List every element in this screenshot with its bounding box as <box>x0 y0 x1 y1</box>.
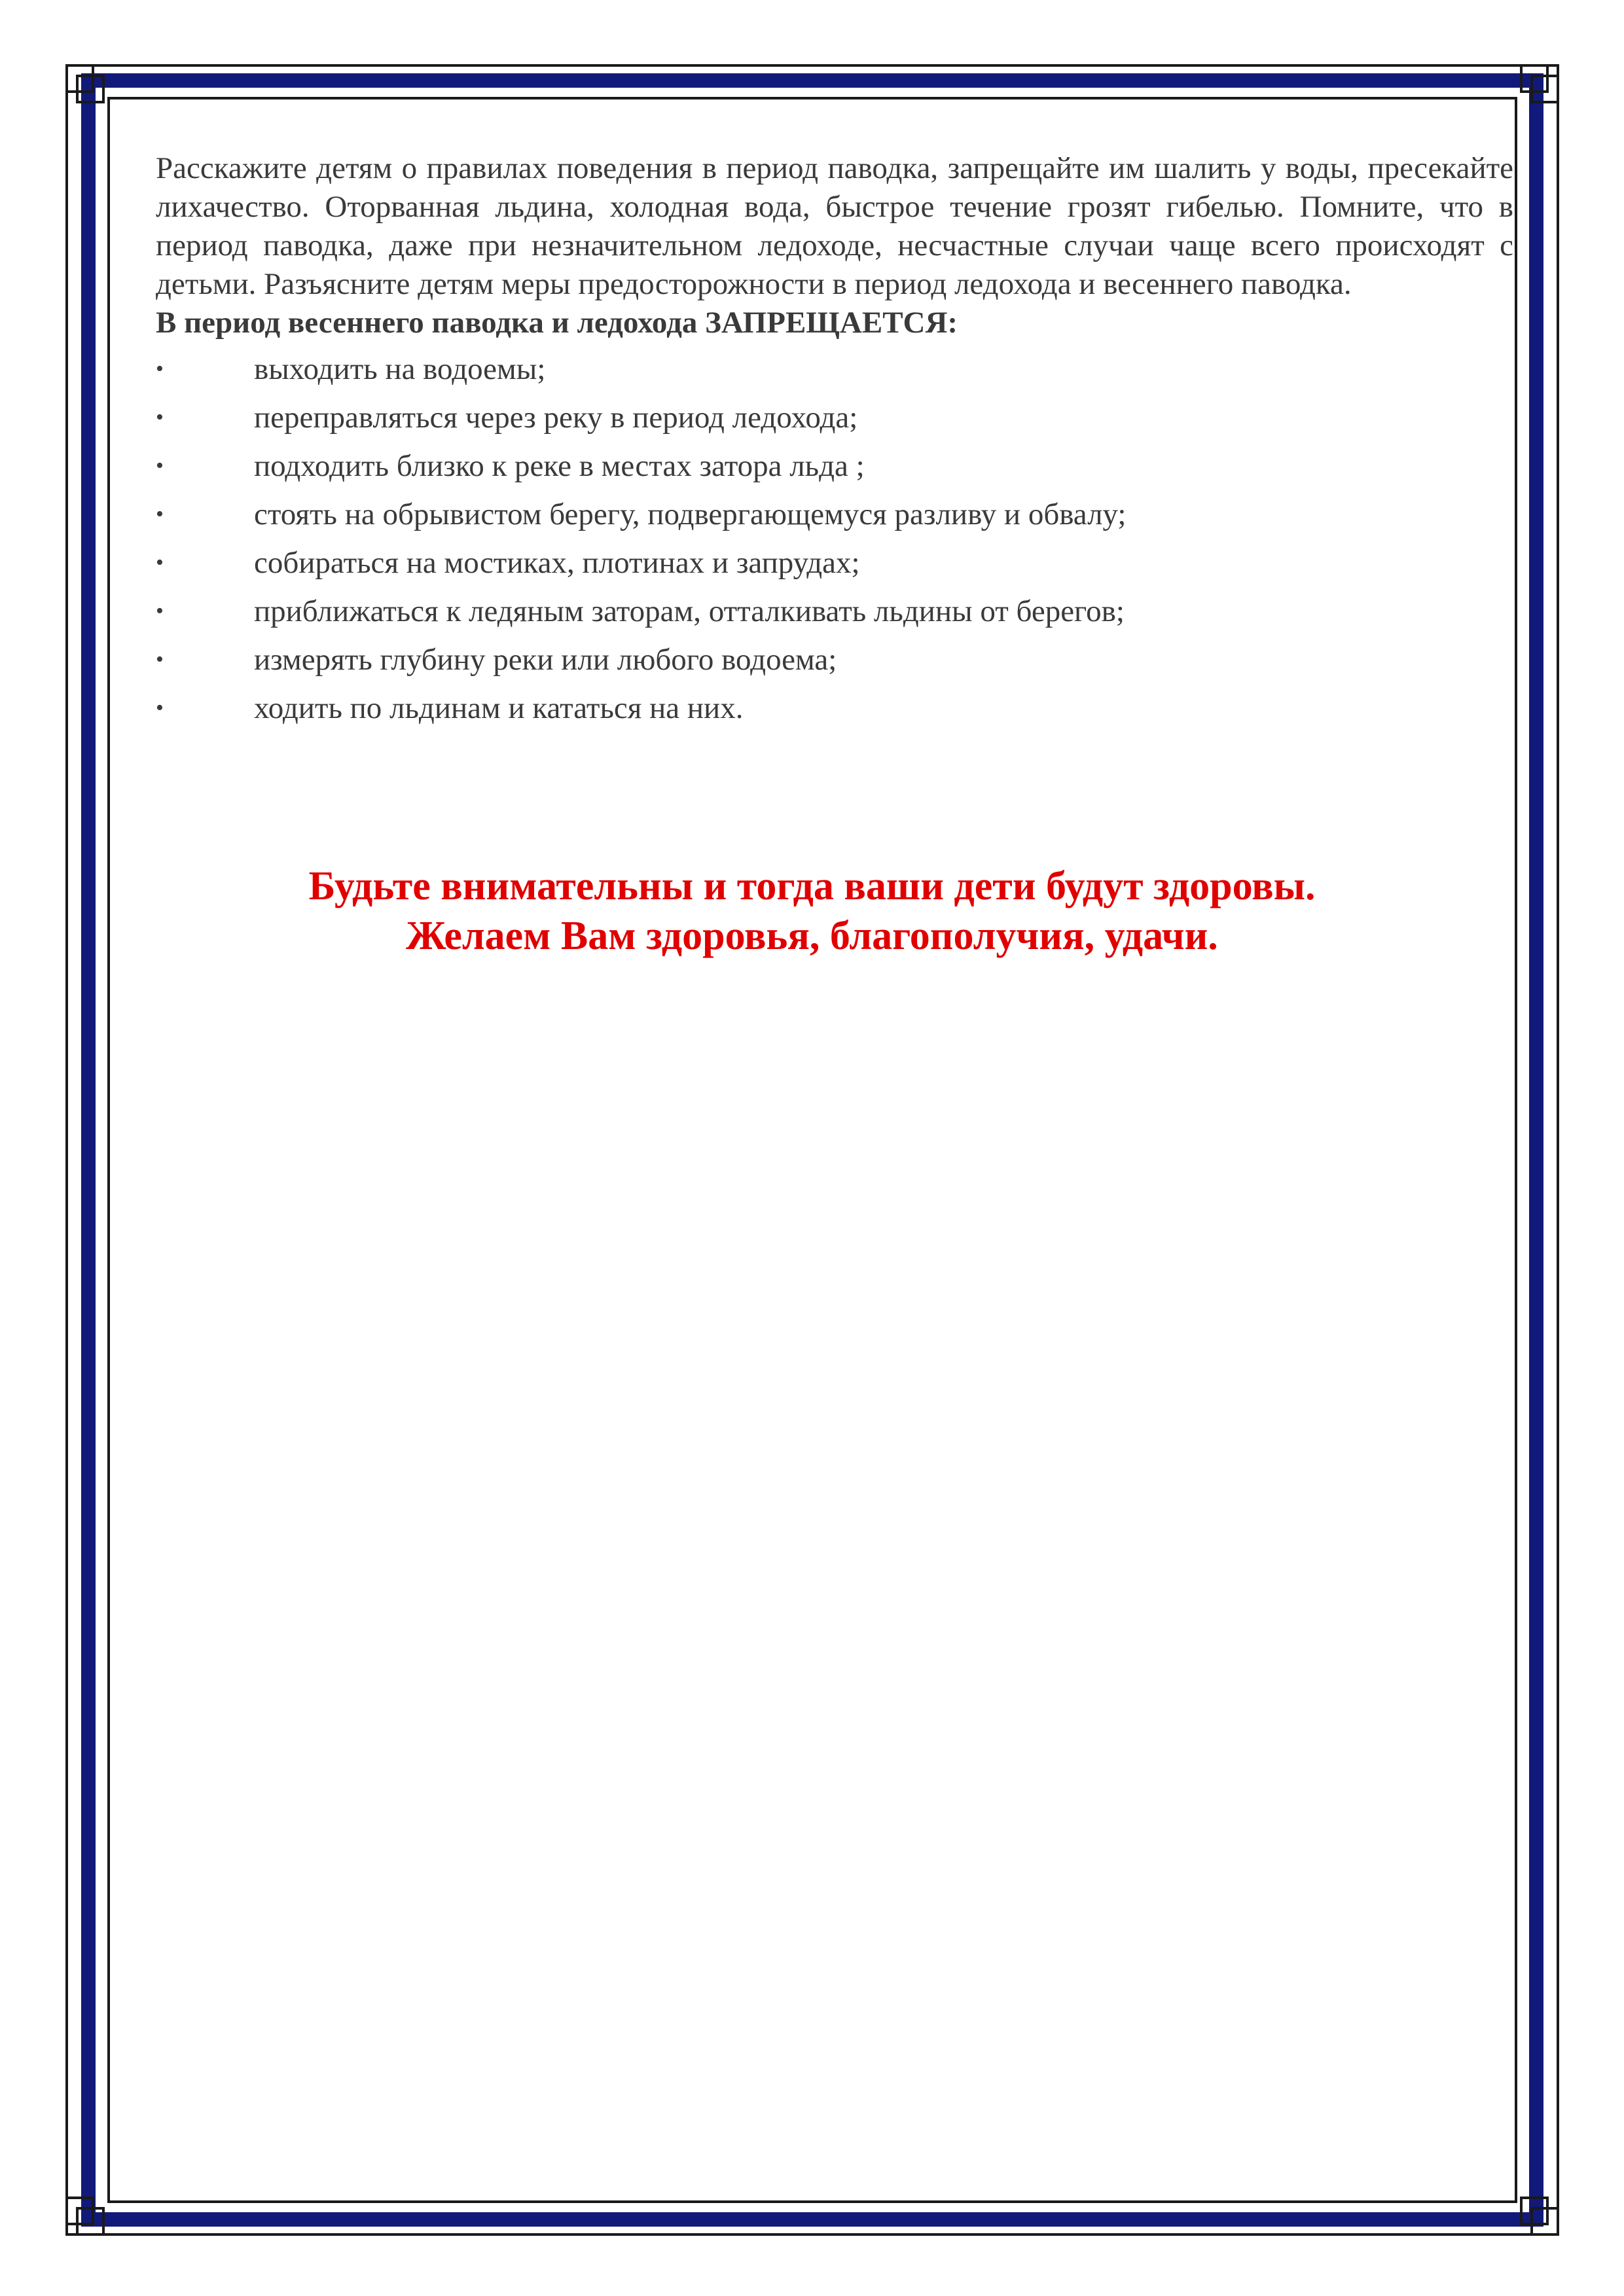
list-item <box>156 442 1513 490</box>
document-body <box>156 149 1513 732</box>
list-item-text: приближаться к ледяным заторам, отталкивать льдины от берегов; <box>254 594 1125 628</box>
frame-corner-ornament-bottom-left <box>65 2197 105 2236</box>
list-item <box>156 345 1513 393</box>
bullet-icon: • <box>156 357 164 381</box>
list-item <box>156 636 1513 684</box>
list-item-text: стоять на обрывистом берегу, подвергающемуся разливу и обвалу; <box>254 497 1127 531</box>
frame-corner-ornament-top-right <box>1520 64 1559 103</box>
list-item-text: переправляться через реку в период ледохода; <box>254 401 858 435</box>
bullet-icon: • <box>156 599 164 623</box>
intro-paragraph: Расскажите детям о правилах поведения в период паводка, запрещайте им шалить у воды, пресекайте лихачество. Оторванная льдина, холодная вода, быстрое течение грозят гибелью. Помните, что в период паводка, даже при незначительном ледоходе, несчастные случаи чаще всего происходят с детьми. Разъясните детям меры предосторожности в период ледохода и весеннего паводка. <box>156 151 1513 301</box>
bullet-icon: • <box>156 696 164 720</box>
closing-line-2: Желаем Вам здоровья, благополучия, удачи. <box>406 914 1218 958</box>
list-item-text: выходить на водоемы; <box>254 352 546 386</box>
bullet-icon: • <box>156 550 164 575</box>
list-item <box>156 393 1513 442</box>
frame-corner-ornament-top-left <box>65 64 105 103</box>
frame-corner-ornament-bottom-right <box>1520 2197 1559 2236</box>
list-item-text: подходить близко к реке в местах затора льда ; <box>254 449 865 483</box>
list-item <box>156 684 1513 732</box>
prohibitions-heading: В период весеннего паводка и ледохода ЗАПРЕЩАЕТСЯ: <box>156 306 958 340</box>
list-item <box>156 539 1513 587</box>
list-item-text: измерять глубину реки или любого водоема; <box>254 643 837 677</box>
closing-line-1: Будьте внимательны и тогда ваши дети будут здоровы. <box>308 864 1316 908</box>
closing-message <box>105 861 1519 961</box>
bullet-icon: • <box>156 502 164 526</box>
bullet-icon: • <box>156 405 164 429</box>
bullet-icon: • <box>156 454 164 478</box>
bullet-icon: • <box>156 647 164 672</box>
list-item-text: собираться на мостиках, плотинах и запрудах; <box>254 546 860 580</box>
list-item-text: ходить по льдинам и кататься на них. <box>254 691 744 725</box>
list-item <box>156 490 1513 539</box>
prohibitions-list <box>156 345 1513 732</box>
list-item <box>156 587 1513 636</box>
